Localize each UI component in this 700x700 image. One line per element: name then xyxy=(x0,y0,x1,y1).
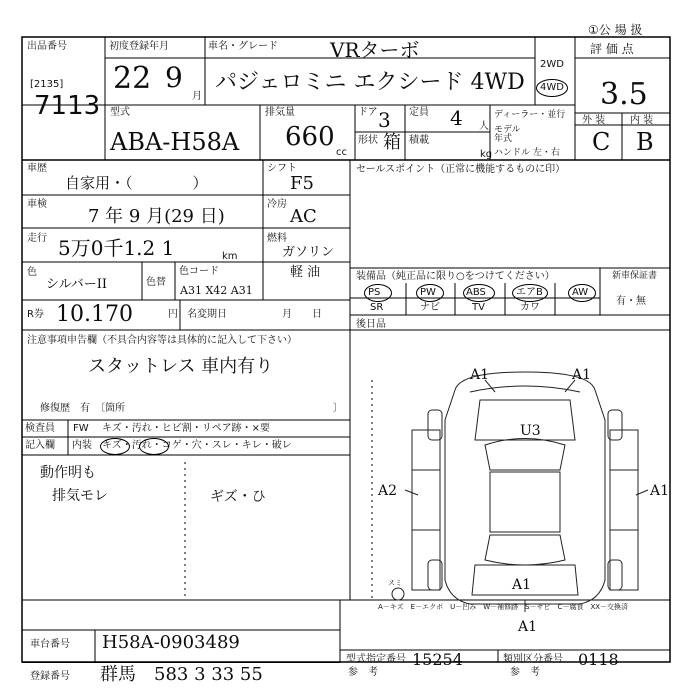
exterior-label: 外 装 xyxy=(582,115,606,126)
lot-sub: [2135] xyxy=(30,79,64,90)
ref-label: 参 考 xyxy=(348,667,378,678)
mileage-unit: km xyxy=(222,251,238,262)
damage-mark: A1 xyxy=(470,367,490,383)
chassis-value: H58A-0903489 xyxy=(102,632,240,653)
warranty-label: 新車保証書 xyxy=(612,271,658,281)
fuel-value2: 軽 油 xyxy=(290,265,321,280)
inspector-note3: ギズ・ひ xyxy=(210,489,266,505)
repair-label: 修復歴 有 〔箇所 xyxy=(40,403,125,414)
history-label: 車歴 xyxy=(27,163,47,174)
type-no-value: 15254 xyxy=(412,650,463,669)
damage-mark: A1 xyxy=(518,619,538,635)
model-line2: パジェロミニ エクシード 4WD xyxy=(215,70,525,95)
color-value: シルバーII xyxy=(46,277,108,292)
sales-point-title: セールスポイント（正常に機能するものに印） xyxy=(356,164,566,175)
plate-label: 登録番号 xyxy=(30,671,70,682)
sumi-label: スミ xyxy=(388,579,402,587)
stamp: ①公 場 扱 xyxy=(588,23,643,37)
model-line1: VRターボ xyxy=(330,38,420,62)
handle-label: ハンドル 左・右 xyxy=(494,148,560,158)
first-reg-year: 22 xyxy=(113,61,152,96)
ac-label: 冷房 xyxy=(267,199,287,210)
fuel-label: 燃料 xyxy=(267,233,287,244)
damage-mark: U3 xyxy=(520,423,541,439)
capacity-value: 4 xyxy=(450,106,463,130)
fw-label: FW xyxy=(73,423,89,434)
mileage-label: 走行 xyxy=(27,233,47,244)
int-yogore-circle xyxy=(139,438,169,455)
color-code-label: 色コード xyxy=(179,266,219,277)
equip-airbag-circle xyxy=(512,284,548,302)
type-no-label: 型式指定番号 xyxy=(346,654,406,665)
mileage-value: 5万0千1.2 1 xyxy=(58,236,175,260)
equip-airbag: エアB xyxy=(516,287,543,298)
color-swap-label: 色替 xyxy=(146,277,166,288)
class-no-label: 類別区分番号 xyxy=(503,654,563,665)
int-items: キズ・汚れ・コゲ・穴・スレ・キレ・破レ xyxy=(102,440,292,451)
interior-label: 内 装 xyxy=(630,115,654,126)
after-items-label: 後日品 xyxy=(356,319,386,330)
plate-row-bottom xyxy=(22,662,340,663)
type-value: ABA-H58A xyxy=(110,128,240,156)
model-year-label: モデル年式 xyxy=(494,125,521,144)
displacement-unit: cc xyxy=(336,147,347,158)
int-kizu-circle xyxy=(100,438,130,455)
score-value: 3.5 xyxy=(600,77,648,112)
damage-mark: A1 xyxy=(650,483,670,499)
equip-kawa: カワ xyxy=(520,302,540,313)
warranty-value: 有・無 xyxy=(616,296,646,307)
legend: A－キズ E－エクボ U－凹み W－補修跡 S－サビ C－腐食 XX－交換済 xyxy=(378,603,629,611)
color-label: 色 xyxy=(27,267,37,278)
damage-mark: A1 xyxy=(512,577,532,593)
inspection-label: 車検 xyxy=(27,199,47,210)
notes-text: スタットレス 車内有り xyxy=(88,356,274,377)
name-change-units: 月 日 xyxy=(282,309,322,320)
model-label: 車名・グレード xyxy=(208,41,278,52)
recycle-unit: 円 xyxy=(168,309,178,320)
inspector-label2: 記入欄 xyxy=(25,440,55,451)
equip-abs: ABS xyxy=(466,287,486,298)
shift-label: シフト xyxy=(267,163,297,174)
equip-aw-circle xyxy=(568,284,596,302)
equip-pw: PW xyxy=(420,287,436,298)
shift-value: F5 xyxy=(290,173,314,194)
lot-label: 出品番号 xyxy=(27,41,67,52)
int-label: 内装 xyxy=(72,440,92,451)
displacement-label: 排気量 xyxy=(265,107,295,118)
first-reg-unit: 月 xyxy=(192,91,202,102)
first-reg-label: 初度登録年月 xyxy=(109,41,169,52)
ac-value: AC xyxy=(290,206,317,227)
equip-abs-circle xyxy=(463,284,495,302)
shape-label: 形状 xyxy=(358,135,378,146)
equip-pw-circle xyxy=(416,284,444,302)
load-label: 積載 xyxy=(409,135,429,146)
shape-value: 箱 xyxy=(383,132,401,153)
drive-2wd: 2WD xyxy=(540,59,564,70)
equip-aw: AW xyxy=(572,287,589,298)
score-label: 評 価 点 xyxy=(590,42,634,56)
equip-tv: TV xyxy=(472,302,485,313)
notes-title: 注意事項申告欄（不具合内容等は具体的に記入して下さい） xyxy=(27,335,297,346)
doors-value: 3 xyxy=(378,108,391,132)
name-change-label: 名変期日 xyxy=(187,309,227,320)
fw-items: キズ・汚れ・ヒビ割・リペア跡・×要 xyxy=(102,423,270,434)
load-unit: kg xyxy=(480,149,493,160)
color-code-value: A31 X42 A31 xyxy=(180,284,253,297)
equip-navi: ナビ xyxy=(420,302,440,313)
ref-label-2: 参 考 xyxy=(510,667,540,678)
recycle-value: 10.170 xyxy=(56,302,133,327)
repair-close: 〕 xyxy=(333,403,343,414)
recycle-label: R券 xyxy=(27,309,44,320)
doors-label: ドア xyxy=(358,107,378,118)
inspector-note1: 動作明も xyxy=(40,465,96,481)
dealer-label: ディーラー・並行 xyxy=(494,110,566,120)
plate-value: 群馬 583 3 33 55 xyxy=(100,664,263,685)
equip-ps-circle xyxy=(364,284,392,302)
drive-4wd: 4WD xyxy=(540,82,564,93)
equip-sr: SR xyxy=(370,302,384,313)
history-value: 自家用・（ ） xyxy=(65,174,208,192)
chassis-label: 車台番号 xyxy=(30,639,70,650)
damage-mark: A2 xyxy=(378,483,398,499)
inspector-label1: 検査員 xyxy=(25,423,55,434)
fuel-value1: ガソリン xyxy=(282,245,335,260)
lot-number: 7113 xyxy=(34,91,101,121)
interior-grade: B xyxy=(636,128,654,156)
first-reg-month: 9 xyxy=(165,61,183,94)
displacement-value: 660 xyxy=(285,122,335,152)
class-no-value: 0118 xyxy=(578,650,619,669)
inspector-note2: 排気モレ xyxy=(52,488,108,504)
capacity-unit: 人 xyxy=(479,121,489,132)
equipment-title: 装備品（純正品に限り○をつけてください） xyxy=(356,271,555,282)
type-label: 型式 xyxy=(110,107,130,118)
exterior-grade: C xyxy=(592,128,611,156)
inspection-value: 7 年 9 月(29 日) xyxy=(88,206,225,227)
damage-mark: A1 xyxy=(572,367,592,383)
equip-ps: PS xyxy=(368,287,381,298)
capacity-label: 定員 xyxy=(409,107,429,118)
